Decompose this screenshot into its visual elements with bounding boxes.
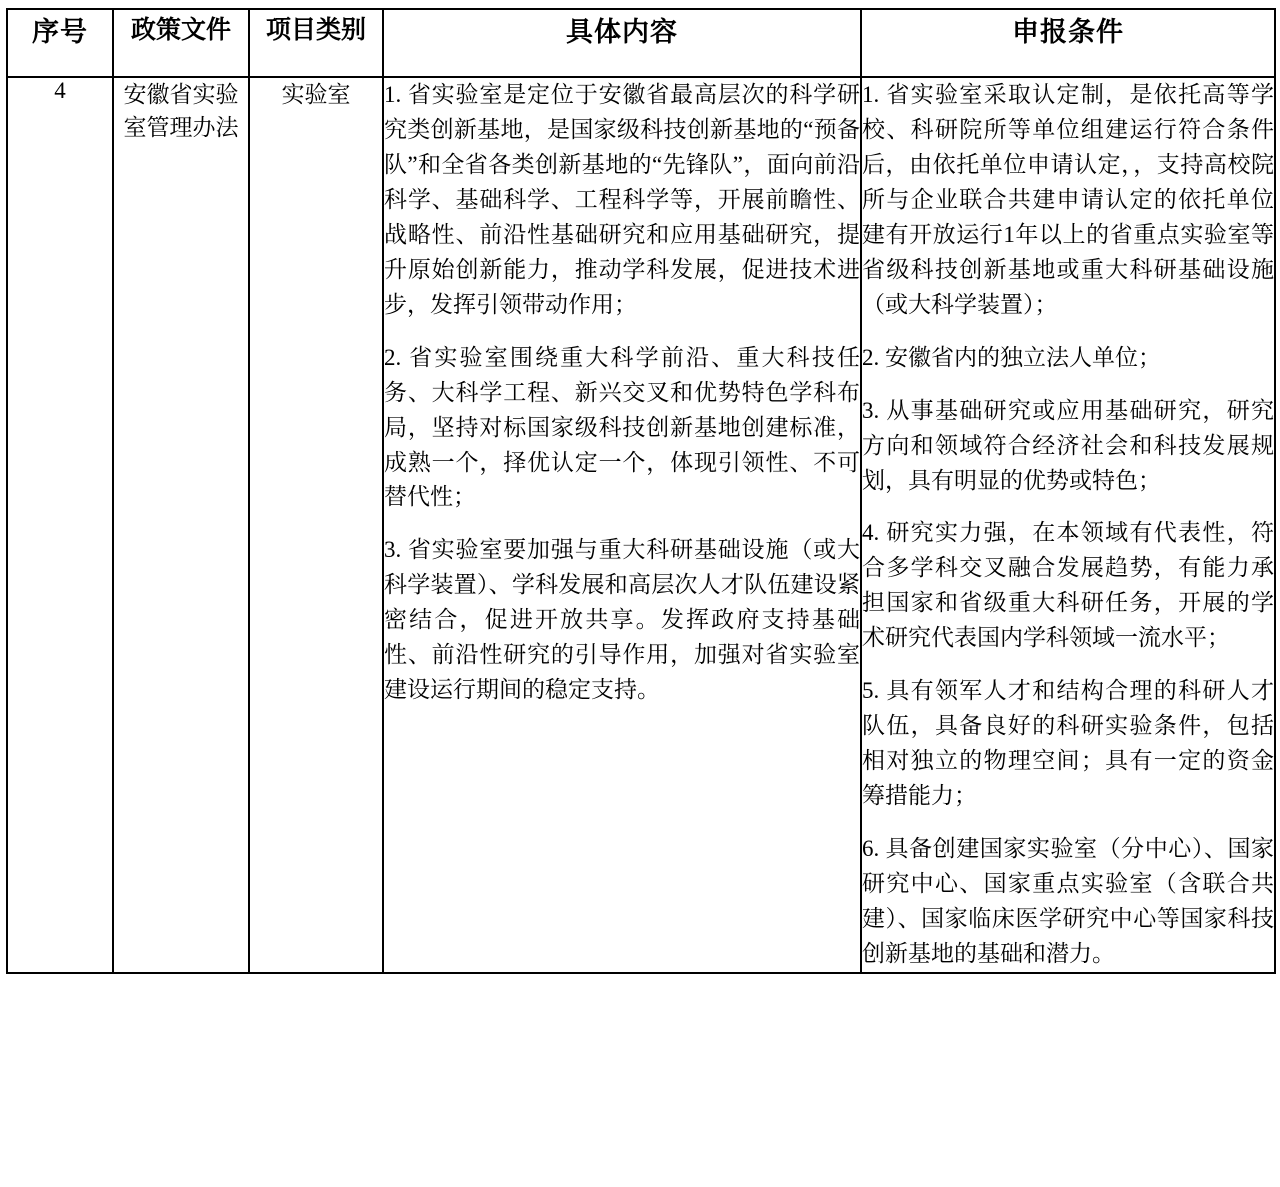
content-paragraph: 1. 省实验室是定位于安徽省最高层次的科学研究类创新基地，是国家级科技创新基地的“预备队”和全省各类创新基地的“先锋队”，面向前沿科学、基础科学、工程科学等，开展前瞻性、战略性、前沿性基础研究和应用基础研究，提升原始创新能力，推动学科发展，促进技术进步，发挥引领带动作用；	[384, 82, 860, 317]
condition-paragraph: 1. 省实验室采取认定制，是依托高等学校、科研院所等单位组建运行符合条件后，由依托单位申请认定，，支持高校院所与企业联合共建申请认定的依托单位建有开放运行1年以上的省重点实验室等省级科技创新基地或重大科研基础设施（或大科学装置）；	[862, 82, 1274, 317]
cell-sequence-number: 4	[7, 77, 113, 973]
column-header-category: 项目类别	[249, 9, 383, 77]
table-header	[7, 9, 1275, 77]
condition-paragraph: 6. 具备创建国家实验室（分中心）、国家研究中心、国家重点实验室（含联合共建）、国家临床医学研究中心等国家科技创新基地的基础和潜力。	[862, 836, 1274, 966]
policy-table	[6, 8, 1276, 974]
table-row	[7, 77, 1275, 973]
column-header-content: 具体内容	[383, 9, 861, 77]
condition-paragraph: 3. 从事基础研究或应用基础研究，研究方向和领域符合经济社会和科技发展规划，具有明显的优势或特色；	[862, 397, 1274, 493]
column-header-conditions: 申报条件	[861, 9, 1275, 77]
content-paragraph: 2. 省实验室围绕重大科学前沿、重大科技任务、大科学工程、新兴交叉和优势特色学科布局，坚持对标国家级科技创新基地创建标准，成熟一个，择优认定一个，体现引领性、不可替代性；	[384, 344, 860, 510]
content-paragraph: 3. 省实验室要加强与重大科研基础设施（或大科学装置）、学科发展和高层次人才队伍建设紧密结合，促进开放共享。发挥政府支持基础性、前沿性研究的引导作用，加强对省实验室建设运行期间的稳定支持。	[384, 537, 860, 703]
table-body	[7, 77, 1275, 973]
cell-project-category: 实验室	[249, 77, 383, 973]
cell-specific-content	[383, 77, 861, 973]
table-header-row	[7, 9, 1275, 77]
condition-paragraph: 5. 具有领军人才和结构合理的科研人才队伍，具备良好的科研实验条件，包括相对独立的物理空间；具有一定的资金筹措能力；	[862, 678, 1274, 809]
cell-application-conditions	[861, 77, 1275, 973]
cell-policy-document: 安徽省实验室管理办法	[113, 77, 249, 973]
condition-paragraph: 2. 安徽省内的独立法人单位；	[862, 344, 1161, 370]
column-header-document: 政策文件	[113, 9, 249, 77]
column-header-seq: 序号	[7, 9, 113, 77]
condition-paragraph: 4. 研究实力强，在本领域有代表性，符合多学科交叉融合发展趋势，有能力承担国家和省级重大科研任务，开展的学术研究代表国内学科领域一流水平；	[862, 520, 1274, 651]
